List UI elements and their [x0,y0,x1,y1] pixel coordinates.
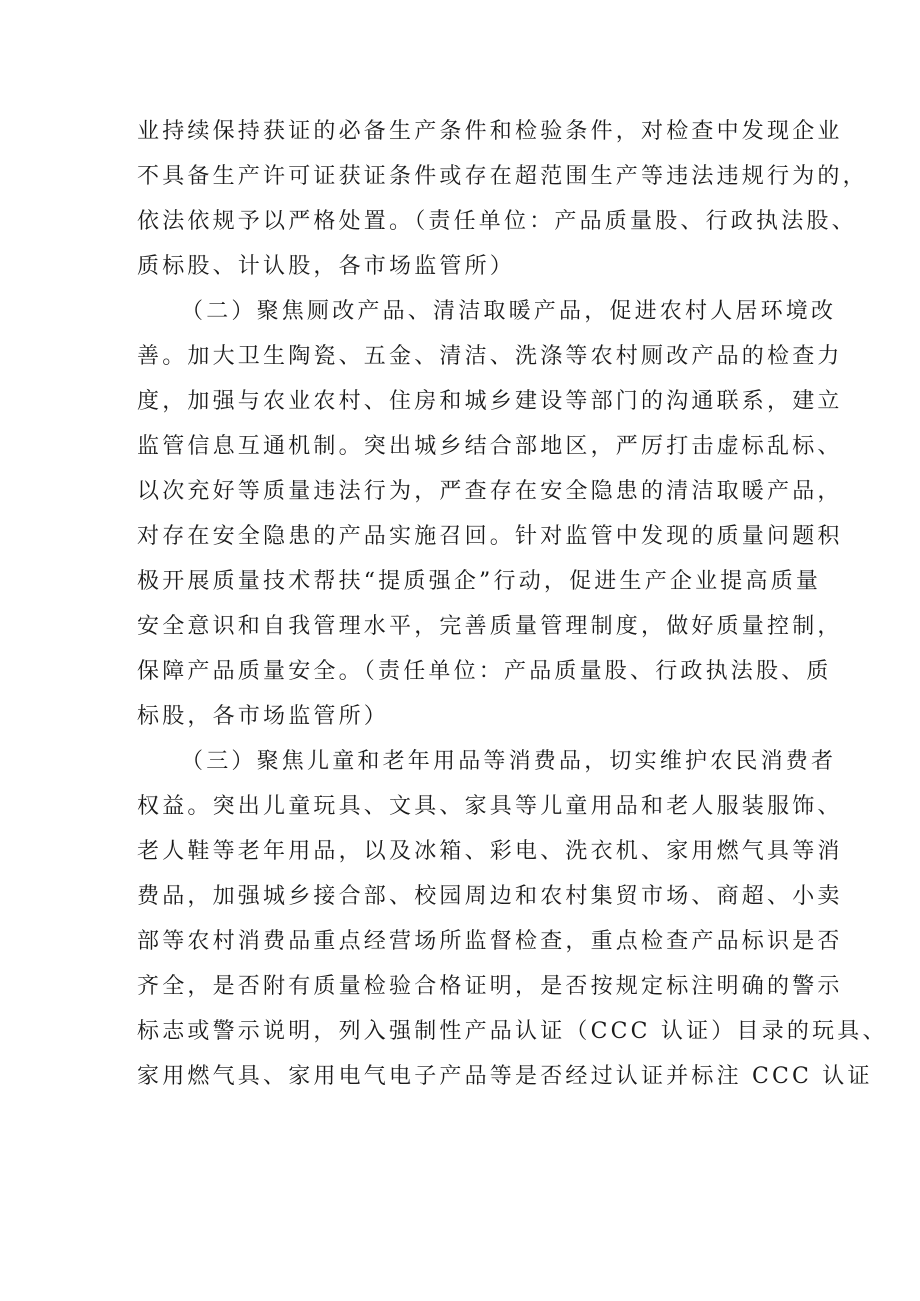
paragraph-line: 费品，加强城乡接合部、校园周边和农村集贸市场、商超、小卖 [137,884,843,909]
paragraph-line: 部等农村消费品重点经营场所监督检查，重点检查产品标识是否 [137,929,843,954]
paragraph-line: 齐全，是否附有质量检验合格证明，是否按规定标注明确的警示 [137,974,843,999]
paragraph-line: 业持续保持获证的必备生产条件和检验条件，对检查中发现企业 [137,119,843,144]
section-heading-line: （三）聚焦儿童和老年用品等消费品，切实维护农民消费者 [181,749,837,774]
paragraph-line: 监管信息互通机制。突出城乡结合部地区，严厉打击虚标乱标、 [137,434,843,459]
paragraph-line: 度，加强与农业农村、住房和城乡建设等部门的沟通联系，建立 [137,389,843,414]
paragraph-line: 标股，各市场监管所） [137,704,390,729]
paragraph-line: 老人鞋等老年用品，以及冰箱、彩电、洗衣机、家用燃气具等消 [137,839,843,864]
paragraph-line: 不具备生产许可证获证条件或存在超范围生产等违法违规行为的， [137,164,868,189]
paragraph-line: 极开展质量技术帮扶“提质强企”行动，促进生产企业提高质量 [137,569,822,594]
paragraph-line: 质标股、计认股，各市场监管所） [137,254,516,279]
paragraph-line: 安全意识和自我管理水平，完善质量管理制度，做好质量控制， [137,614,843,639]
paragraph-line: 以次充好等质量违法行为，严查存在安全隐患的清洁取暖产品， [137,479,843,504]
paragraph-line: 善。加大卫生陶瓷、五金、清洁、洗涤等农村厕改产品的检查力 [137,344,843,369]
paragraph-line: 对存在安全隐患的产品实施召回。针对监管中发现的质量问题积 [137,524,843,549]
paragraph-line: 家用燃气具、家用电气电子产品等是否经过认证并标注 CCC 认证 [137,1064,873,1089]
paragraph-line: 标志或警示说明，列入强制性产品认证（CCC 认证）目录的玩具、 [137,1019,888,1044]
paragraph-line: 权益。突出儿童玩具、文具、家具等儿童用品和老人服装服饰、 [137,794,843,819]
paragraph-line: 保障产品质量安全。（责任单位：产品质量股、行政执法股、质 [137,659,832,684]
paragraph-line: 依法依规予以严格处置。（责任单位：产品质量股、行政执法股、 [137,209,857,234]
section-heading-line: （二）聚焦厕改产品、清洁取暖产品，促进农村人居环境改 [181,299,837,324]
